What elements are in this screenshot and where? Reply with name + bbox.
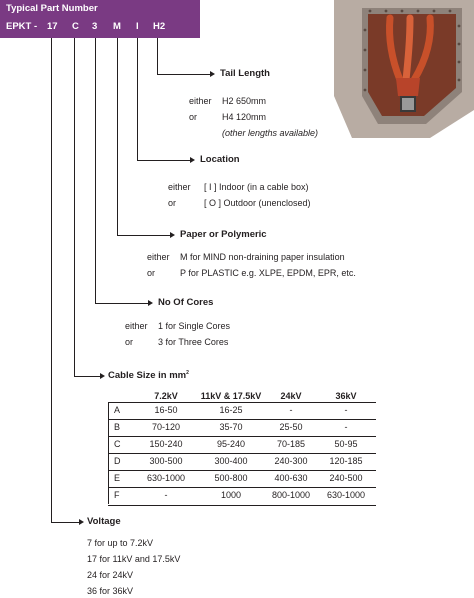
location-outdoor: [ O ] Outdoor (unenclosed) — [204, 198, 311, 208]
table-cell: 16-25 — [219, 405, 243, 415]
tail-either: either — [189, 96, 212, 106]
location-indoor: [ I ] Indoor (in a cable box) — [204, 182, 309, 192]
table-cell: 50-95 — [334, 439, 358, 449]
cable-size-heading: Cable Size in $mm^2$ — [108, 370, 189, 382]
row-label: D — [114, 456, 121, 466]
leader-voltage-h — [51, 522, 81, 523]
table-cell: 95-240 — [216, 439, 246, 449]
paper-heading: Paper or Polymeric — [180, 229, 267, 240]
table-row — [108, 487, 376, 506]
cores-either: either — [125, 321, 148, 331]
table-cell: - — [344, 422, 348, 432]
table-cell: 35-70 — [219, 422, 243, 432]
voltage-17: 17 for 11kV and 17.5kV — [87, 554, 181, 564]
leader-cores-h — [95, 303, 150, 304]
paper-either: either — [147, 252, 170, 262]
table-row — [108, 419, 376, 437]
paper-mind: M for MIND non-draining paper insulation — [180, 252, 345, 262]
row-label: A — [114, 405, 121, 415]
table-cell: 500-800 — [214, 473, 248, 483]
location-heading: Location — [200, 154, 240, 165]
voltage-36: 36 for 36kV — [87, 586, 134, 596]
arrow-size — [100, 373, 105, 379]
col-36kv: 36kV — [335, 391, 357, 401]
voltage-24: 24 for 24kV — [87, 570, 134, 580]
leader-paper-h — [117, 235, 172, 236]
table-cell: 240-500 — [329, 473, 363, 483]
row-label: F — [114, 490, 120, 500]
table-cell: 16-50 — [154, 405, 178, 415]
tail-note: (other lengths available) — [222, 128, 319, 138]
table-row — [108, 453, 376, 471]
part-voltage-code: 17 — [47, 21, 58, 32]
tail-or: or — [189, 112, 198, 122]
col-7-2kv: 7.2kV — [154, 391, 178, 401]
part-prefix: EPKT - — [6, 21, 38, 32]
cores-single: 1 for Single Cores — [158, 321, 231, 331]
part-location-code: I — [136, 21, 139, 32]
cores-three: 3 for Three Cores — [158, 337, 229, 347]
table-cell: 1000 — [220, 490, 242, 500]
table-cell: 150-240 — [149, 439, 183, 449]
leader-tail-v — [157, 38, 158, 74]
leader-location-v — [137, 38, 138, 160]
table-cell: 630-1000 — [326, 490, 366, 500]
banner-title: Typical Part Number — [6, 3, 98, 14]
table-cell: 300-400 — [214, 456, 248, 466]
table-cell: - — [289, 405, 293, 415]
table-cell: 240-300 — [274, 456, 308, 466]
table-cell: 300-500 — [149, 456, 183, 466]
leader-voltage-v — [51, 38, 52, 522]
table-row — [108, 436, 376, 454]
leader-location-h — [137, 160, 192, 161]
cable-termination-photo — [334, 0, 474, 138]
table-cell: 630-1000 — [146, 473, 186, 483]
arrow-voltage — [79, 519, 84, 525]
arrow-paper — [170, 232, 175, 238]
voltage-heading: Voltage — [87, 516, 121, 527]
table-cell: 120-185 — [329, 456, 363, 466]
table-cell: - — [164, 490, 168, 500]
leader-paper-v — [117, 38, 118, 235]
paper-plastic: P for PLASTIC e.g. XLPE, EPDM, EPR, etc. — [180, 268, 356, 278]
part-cable-size-code: C — [72, 21, 79, 32]
table-row — [108, 470, 376, 488]
arrow-cores — [148, 300, 153, 306]
arrow-tail — [210, 71, 215, 77]
row-label: C — [114, 439, 121, 449]
part-tail-code: H2 — [153, 21, 166, 32]
paper-or: or — [147, 268, 156, 278]
table-cell: 800-1000 — [271, 490, 311, 500]
table-cell: 25-50 — [279, 422, 303, 432]
col-11kv: 11kV & 17.5kV — [200, 391, 262, 401]
location-either: either — [168, 182, 191, 192]
location-or: or — [168, 198, 177, 208]
table-cell: 70-185 — [276, 439, 306, 449]
leader-size-h — [74, 376, 102, 377]
arrow-location — [190, 157, 195, 163]
part-cores-code: 3 — [92, 21, 98, 32]
leader-tail-h — [157, 74, 212, 75]
voltage-7: 7 for up to 7.2kV — [87, 538, 154, 548]
table-cell: 400-630 — [274, 473, 308, 483]
tail-option-h4: H4 120mm — [222, 112, 267, 122]
cores-or: or — [125, 337, 134, 347]
table-cell: - — [344, 405, 348, 415]
row-label: B — [114, 422, 121, 432]
part-insulation-code: M — [113, 21, 121, 32]
row-label: E — [114, 473, 121, 483]
tail-option-h2: H2 650mm — [222, 96, 267, 106]
col-24kv: 24kV — [280, 391, 302, 401]
leader-size-v — [74, 38, 75, 376]
leader-cores-v — [95, 38, 96, 303]
cores-heading: No Of Cores — [158, 297, 214, 308]
table-cell: 70-120 — [151, 422, 181, 432]
table-row — [108, 402, 376, 420]
tail-length-heading: Tail Length — [220, 68, 270, 79]
